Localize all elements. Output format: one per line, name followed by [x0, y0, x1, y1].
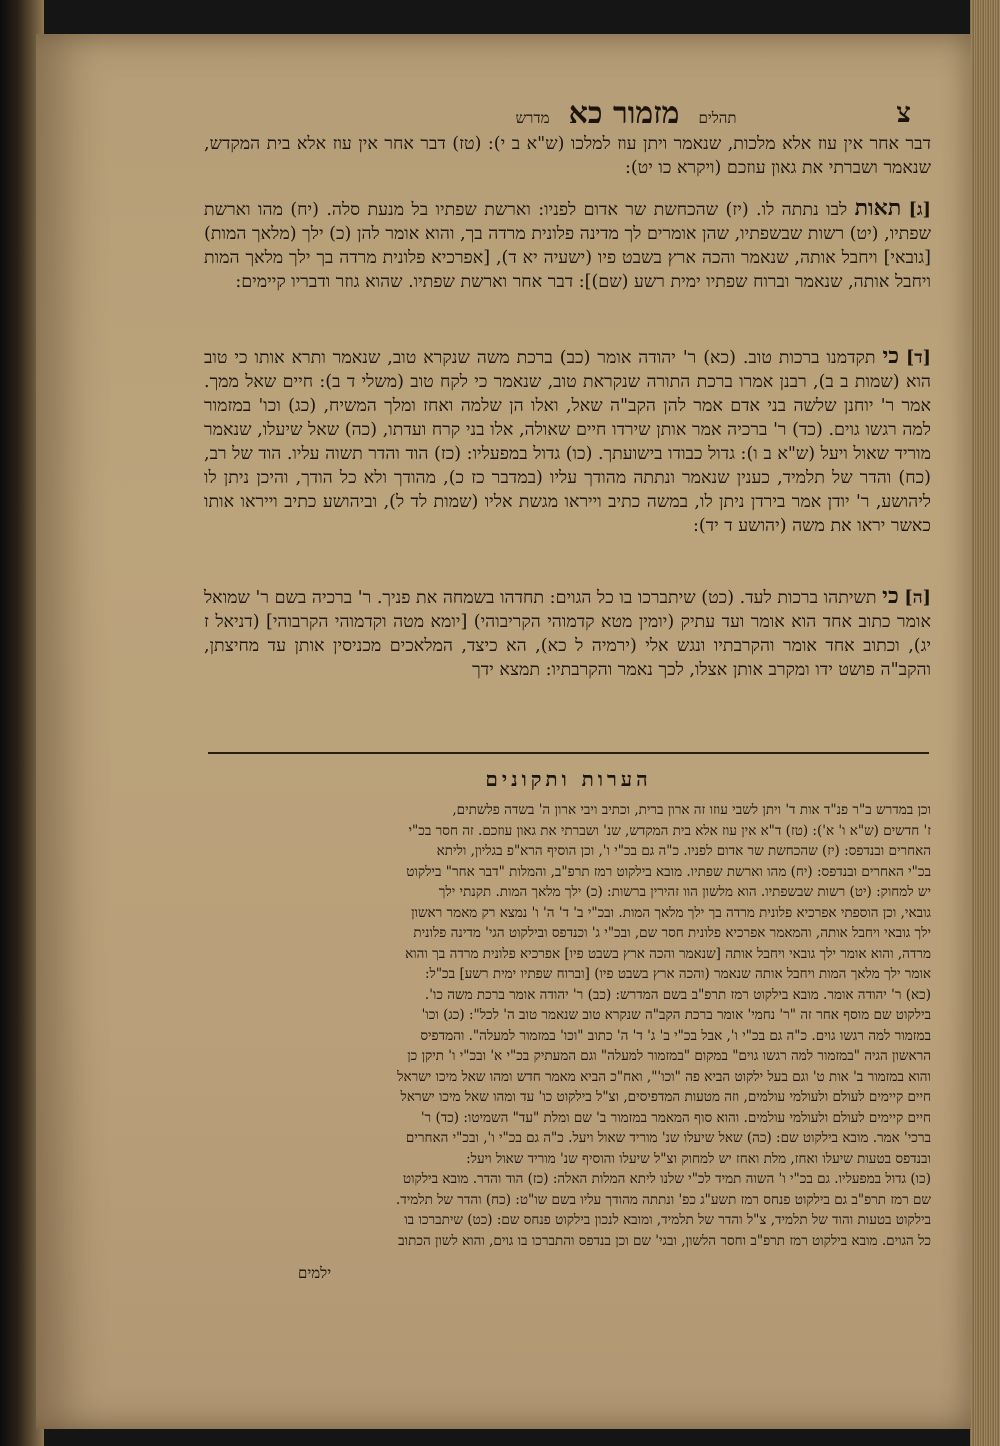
note-line: ברכי' אמר. מובא בילקוט שם: (כה) שאל שיעלו שנ' מוריד שאול ויעל. כ"ה גם בכ"י ו', ובכ"י האחרים — [405, 1130, 931, 1146]
note-line: (כא) ר' יהודה אומר. מובא בילקוט רמז תרפ"ב בשם המדרש: (כב) ר' יהודה אומר ברכת משה כו'. — [424, 986, 931, 1003]
section-number: [ג] — [908, 200, 931, 220]
catchword: ילמים — [298, 1264, 332, 1282]
note-line: גובאי, וכן הוספתי אפרכיא פלונית מרדה בך ילך מלאך המות. ובכ"י ב' ד' ה' ו' נמצא רק מאמר ראשון — [411, 904, 931, 921]
note-line: מרדה, והוא אומר ילך גובאי ויחבל אותה [שנאמר והכה ארץ בשבט פיו] אפרכיא פלונית מרדה בך והוא — [405, 945, 931, 962]
section-keyword: תאות — [854, 195, 902, 221]
note-line: אומר ילך מלאך המות ויחבל אותה שנאמר (והכה ארץ בשבט פיו) [וברוח שפתיו ימית רשע] בכ"ל: — [424, 966, 931, 982]
section-keyword: כי — [882, 343, 900, 369]
note-line: יש למחוק: (יט) רשות שבשפתיו. הוא מלשון הוו זהירין ברשות: (כ) ילך מלאך המות. תקנתי ילך — [438, 884, 931, 900]
paragraph-text: תשיתהו ברכות לעד. (כט) שיתברכו בו כל הגוים: תחדהו בשמחה את פניך. ר' ברכיה בשם ר' שמואל אומר כתוב אחד הוא אומר ועד עתיק (יומין מטא קדמוהי הקריבוהי) [יומא מטה וקדמוהי הקרבוהי] (דניאל ז יג), וכתוב אחד אומר והקרבתיו ונגש אלי (ירמיה ל כא), הא כיצד, המלאכים מכניסין אותן עד מחיצתן, והקב"ה פושט ידו ומקרב אותן אצלו, לכך נאמר והקרבתיו: תמצא ידך — [204, 588, 931, 680]
section-keyword: כי — [882, 583, 899, 609]
page-edges — [970, 0, 1000, 1446]
note-line: הראשון הגיה "במזמור למה רגשו גוים" במקום "במזמור למעלה" וגם המעתיק בכ"י א' ובכ"י ו' תיקן כן — [407, 1048, 931, 1064]
paragraph-text: לבו נתתה לו. (יז) שהכחשת שר אדום לפניו: וארשת שפתיו בל מנעת סלה. (יח) מהו וארשת שפתיו, (יט) רשות שבשפתיו, שהן אומרים לך מדינה פלונית מרדה בך, והוא אומר להן (כ) ילך (מלאך המות) [גובאי] ויחבל אותה, שנאמר והכה ארץ בשבט פיו (ישעיה יא ד), [אפרכיא פלונית מרדה בך ילך מלאך המות ויחבל אותה, שנאמר וברוח שפתיו ימית רשע (שם)]: דבר אחר וארשת שפתיו. שהוא גוזר ודבריו קיימים: — [204, 200, 931, 292]
page-number: צ — [896, 96, 911, 129]
paragraph-section-4 — [204, 344, 931, 538]
note-line: בכ"י האחרים ובנדפס: (יח) מהו וארשת שפתיו. מובא בילקוט רמז תרפ"ב, והמלות "דבר אחר" בילקוט — [406, 863, 931, 880]
notes-divider — [208, 752, 929, 754]
notes-body — [204, 800, 931, 1251]
header-left-label: מדרש — [515, 109, 550, 127]
header-center — [416, 96, 836, 131]
section-number: [ה] — [904, 588, 931, 608]
note-line: והוא במזמור ב' אות ט' וגם בעל ילקוט הביא פה "וכו'", ואח"כ הביא מאמר חדש ומהו שאל מיכו ישראל — [397, 1068, 931, 1085]
paragraph-text: דבר אחר אין עוז אלא מלכות, שנאמר ויתן עוז למלכו (ש"א ב י): (טז) דבר אחר אין עוז אלא בית המקדש, שנאמר ושברתי את גאון עוזכם (ויקרא כו יט): — [204, 134, 931, 178]
note-line: חיים קיימים לעולם ולעולמי עולמים, וזה מטעות המדפיסים, וצ"ל בילקוט כו' עד ומהו שאל מיכו ישראל — [400, 1089, 931, 1105]
note-line: חיים קיימים לעולם ולעולמי עולמים. והוא סוף המאמר במזמור ב' שם ומלת "עד" השמיטו: (כד) ר' — [420, 1109, 931, 1126]
note-line: כל הגוים. מובא בילקוט רמז תרפ"ב וחסר הלשון, ובגי' שם וכן בנדפס והתברכו בו גוים, והוא לשון הכתוב — [398, 1232, 931, 1249]
note-line: ילך גובאי ויחבל אותה, והמאמר אפרכיא פלונית חסר שם, ובכ"י ג' וכנדפס ובילקוט הגי' מדינה פלונית — [413, 925, 931, 941]
note-line: ז' חדשים (ש"א ו' א'): (טז) ד"א אין עוז אלא בית המקדש, שנ' ושברתי את גאון עוזכם. זה חסר בכ"י — [408, 822, 931, 839]
paragraph-section-3 — [204, 196, 931, 294]
note-line: במזמור למה רגשו גוים. כ"ה גם בכ"י ו', אבל בכ"י ב' ג' ד' ה' כתוב "וכו' במזמור למעלה". והמדפיס — [420, 1027, 931, 1044]
note-line: (כו) גדול במפעליו. גם בכ"י ו' השוה תמיד לכ"י שלנו ליתא המלות האלה: (כז) הוד והדר. מובא בילקוט — [402, 1171, 931, 1187]
psalm-title: מזמור כא — [568, 96, 680, 131]
note-line: האחרים ובנדפס: (יז) שהכחשת שר אדום לפניו. כ"ה גם בכ"י ו', וכן הוסיף הרא"פ בגליון, וליתא — [436, 843, 931, 859]
header-right-label: תהלים — [698, 109, 737, 127]
note-line: בילקוט שם מוסף אחר זה "ר' נחמי' אומר ברכת הקב"ה שנקרא טוב שנאמר טוב ה' לכל": (כג) וכו' — [421, 1007, 931, 1023]
paragraph-continuation — [204, 132, 931, 180]
book-page — [36, 34, 971, 1429]
paragraph-text: תקדמנו ברכות טוב. (כא) ר' יהודה אומר (כב) ברכת משה שנקרא טוב, שנאמר ותרא אותו כי טוב הוא (שמות ב ב), רבנן אמרו ברכת התורה שנקראת טוב, שנאמר כי לקח טוב (משלי ד ב): חיים שאל ממך. אמר ר' יוחנן שלשה בני אדם אמר להן הקב"ה שאל, ואלו הן שלמה ואחז ומלך המשיח, (כג) וכו' במזמור למה רגשו גוים. (כד) ר' ברכיה אמר אותן שירדו חיים שאולה, אלו בני קרח ועדתו, (כה) שאל שיעלו, שנאמר מוריד שאול ויעל (ש"א ב ו): גדול כבודו בישועתך. (כו) גדול במפעליו: (כז) הוד והדר תשוה עליו. הוד של רב, (כח) והדר של תלמיד, כענין שנאמר ונתתה מהודך עליו (במדבר כז כ), מהודך ולא כל הודך, והיכן ניתן לו ליהושע, ר' יודן אמר בירדן ניתן לו, במשה כתיב וייראו מגשת אליו (שמות לד ל), וביהושע כתיב וייראו אותו כאשר יראו את משה (יהושע ד יד): — [204, 348, 931, 536]
note-line: בילקוט בטעות והוד של תלמיד, צ"ל והדר של תלמיד, ומובא לנכון בילקוט פנחס שם: (כט) שיתברכו בו — [404, 1212, 931, 1228]
running-header — [216, 96, 911, 136]
note-line: וכן במדרש ב"ר פנ"ד אות ד' ויתן לשבי עוזו זה ארון ברית, וכתיב ויבי ארון ה' בשדה פלשתים, — [452, 802, 931, 818]
paragraph-section-5 — [204, 584, 931, 682]
note-line: שם רמז תרפ"ב גם בילקוט פנחס רמז תשע"ג כפ' ונתתה מהודך עליו בשם שו"ט: (כח) והדר של תלמיד. — [395, 1191, 931, 1208]
section-number: [ד] — [905, 348, 931, 368]
note-line: ובנדפס בטעות שיעלו ואחז, מלת ואחז יש למחוק וצ"ל שיעלו והוסיף שנ' מוריד שאול ויעל: — [466, 1150, 931, 1167]
notes-heading: הערות ותקונים — [485, 767, 652, 791]
